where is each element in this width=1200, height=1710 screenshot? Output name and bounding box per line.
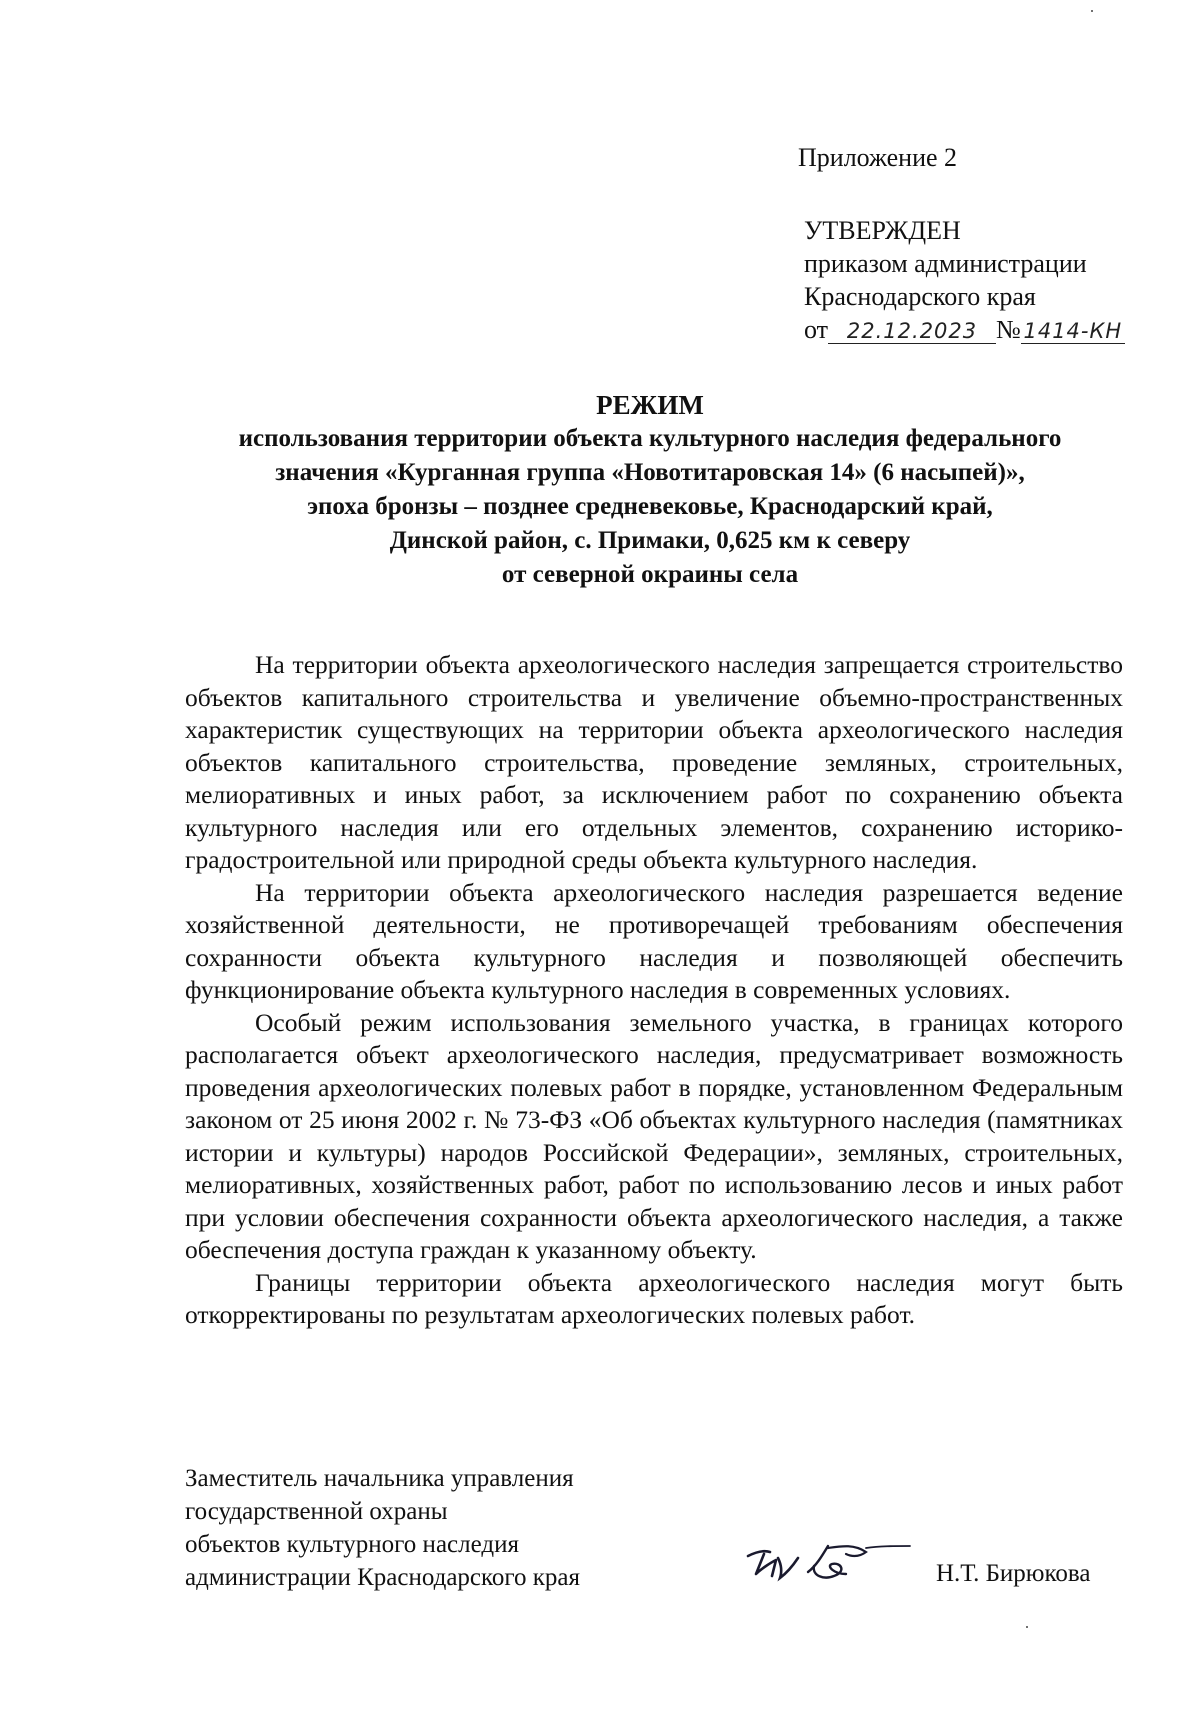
approved-label: УТВЕРЖДЕН (804, 216, 961, 245)
title-line-4: Динской район, с. Примаки, 0,625 км к северу (389, 527, 911, 554)
scan-speck (1091, 10, 1093, 12)
position-line-4: администрации Краснодарского края (185, 1564, 581, 1591)
signatory-position (185, 1462, 580, 1594)
order-prefix: от (804, 315, 829, 344)
position-line-2: государственной охраны (185, 1498, 448, 1525)
order-date: 22.12.2023 (828, 319, 996, 344)
title-line-2: значения «Курганная группа «Новотитаровская 14» (6 насыпей)», (275, 459, 1025, 486)
position-line-3: объектов культурного наследия (185, 1531, 519, 1558)
document-title-block (110, 388, 1190, 592)
title-line-5: от северной окраины села (501, 561, 799, 588)
document-title: РЕЖИМ (596, 390, 704, 420)
approved-by-line-2: Краснодарского края (804, 282, 1036, 311)
approval-block (804, 214, 1184, 346)
order-number: 1414-КН (1021, 319, 1125, 344)
title-line-3: эпоха бронзы – позднее средневековье, Краснодарский край, (307, 493, 993, 520)
title-line-1: использования территории объекта культурного наследия федерального (238, 425, 1062, 452)
order-line (804, 313, 1184, 346)
appendix-label: Приложение 2 (798, 143, 958, 172)
body-paragraph-4: Границы территории объекта археологического наследия могут быть откорректированы по результатам археологических полевых работ. (185, 1267, 1123, 1329)
handwritten-signature-icon (742, 1536, 914, 1588)
signatory-name: Н.Т. Бирюкова (936, 1560, 1091, 1587)
body-paragraph-1: На территории объекта археологического наследия запрещается строительство объектов капитального строительства и увеличение объемно-пространственных характеристик существующих на территории объекта археологического наследия объектов капитального строительства, проведение земляных, строительных, мелиоративных и иных работ, за исключением работ по сохранению объекта культурного наследия или его отдельных элементов, сохранению историко-градостроительной или природной среды объекта культурного наследия. (185, 650, 1123, 874)
body-paragraph-2: На территории объекта археологического наследия разрешается ведение хозяйственной деятельности, не противоречащей требованиям обеспечения сохранности объекта культурного наследия и позволяющей обеспечить функционирование объекта культурного наследия в современных условиях. (185, 877, 1123, 1004)
order-number-sign: № (996, 315, 1021, 344)
document-body (185, 649, 1123, 1332)
approved-by-line-1: приказом администрации (804, 249, 1087, 278)
scan-speck (1026, 1626, 1028, 1628)
position-line-1: Заместитель начальника управления (185, 1465, 574, 1492)
body-paragraph-3: Особый режим использования земельного участка, в границах которого располагается объект археологического наследия, предусматривает возможность проведения археологических полевых работ в порядке, установленном Федеральным законом от 25 июня 2002 г. № 73-ФЗ «Об объектах культурного наследия (памятниках истории и культуры) народов Российской Федерации», земляных, строительных, мелиоративных, хозяйственных работ, работ по использованию лесов и иных работ при условии обеспечения сохранности объекта археологического наследия, а также обеспечения доступа граждан к указанному объекту. (185, 1007, 1123, 1264)
